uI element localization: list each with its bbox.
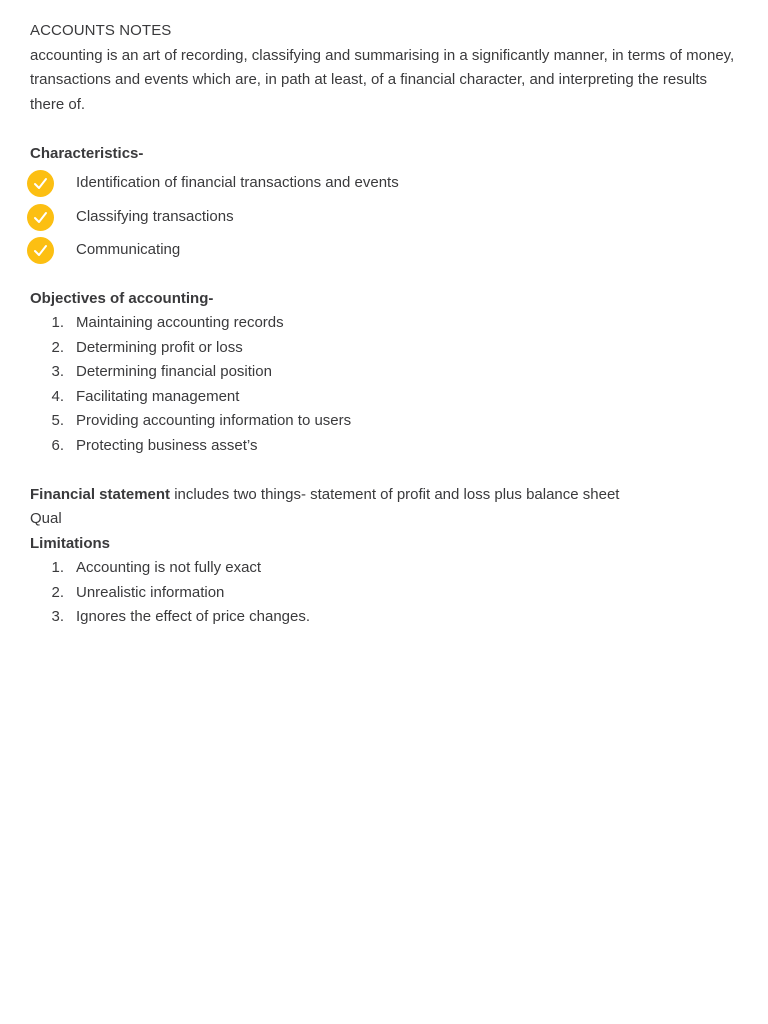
financial-statement-term: Financial statement bbox=[30, 485, 171, 503]
checklist-item bbox=[30, 204, 742, 238]
checklist-item bbox=[30, 170, 742, 204]
list-item-label: Determining profit or loss bbox=[76, 338, 243, 356]
financial-statement-line bbox=[30, 483, 742, 508]
list-number: 1. bbox=[51, 559, 64, 576]
checked-circle-icon[interactable] bbox=[27, 204, 54, 231]
list-number: 3. bbox=[51, 608, 64, 625]
financial-statement-text: includes two things- statement of profit and loss plus balance sheet bbox=[170, 485, 620, 503]
list-item bbox=[30, 360, 742, 385]
list-item-label: Determining financial position bbox=[76, 363, 272, 380]
checklist-item-label: Communicating bbox=[76, 241, 181, 258]
list-item bbox=[30, 556, 742, 581]
list-item-label: Accounting is not fully exact bbox=[76, 559, 262, 576]
checklist-item bbox=[30, 237, 742, 271]
list-number: 2. bbox=[51, 583, 64, 601]
list-item-label: Ignores the effect of price changes. bbox=[76, 608, 311, 625]
list-item-label: Unrealistic information bbox=[76, 583, 225, 601]
list-number: 4. bbox=[51, 387, 64, 405]
list-item bbox=[30, 434, 742, 459]
list-item-label: Facilitating management bbox=[76, 387, 240, 405]
intro-paragraph: accounting is an art of recording, classifying and summarising in a significantly manner, in terms of money, transactions and events which are, in path at least, of a financial character, and interpreting the results there of. bbox=[30, 46, 735, 113]
list-item bbox=[30, 605, 742, 630]
characteristics-checklist bbox=[30, 170, 742, 271]
list-item bbox=[30, 385, 742, 410]
characteristics-heading: Characteristics- bbox=[30, 144, 144, 162]
list-number: 2. bbox=[51, 338, 64, 356]
limitations-heading: Limitations bbox=[30, 534, 111, 552]
list-item bbox=[30, 311, 742, 336]
limitations-list bbox=[30, 556, 742, 630]
list-item bbox=[30, 336, 742, 361]
checklist-item-label: Classifying transactions bbox=[76, 207, 234, 225]
list-item-label: Protecting business asset’s bbox=[76, 436, 258, 454]
list-item-label: Providing accounting information to users bbox=[76, 412, 352, 429]
list-item bbox=[30, 581, 742, 606]
list-number: 3. bbox=[51, 363, 64, 380]
checked-circle-icon[interactable] bbox=[27, 237, 54, 264]
list-number: 1. bbox=[51, 314, 64, 331]
qual-line: Qual bbox=[30, 510, 62, 527]
objectives-heading: Objectives of accounting- bbox=[30, 289, 214, 307]
checklist-item-label: Identification of financial transactions and events bbox=[76, 174, 399, 191]
objectives-list bbox=[30, 311, 742, 458]
list-item-label: Maintaining accounting records bbox=[76, 314, 284, 331]
list-number: 5. bbox=[51, 412, 64, 429]
note-body[interactable] bbox=[30, 19, 742, 630]
list-item bbox=[30, 409, 742, 434]
list-number: 6. bbox=[51, 436, 64, 454]
checked-circle-icon[interactable] bbox=[27, 170, 54, 197]
note-title: ACCOUNTS NOTES bbox=[30, 22, 172, 39]
